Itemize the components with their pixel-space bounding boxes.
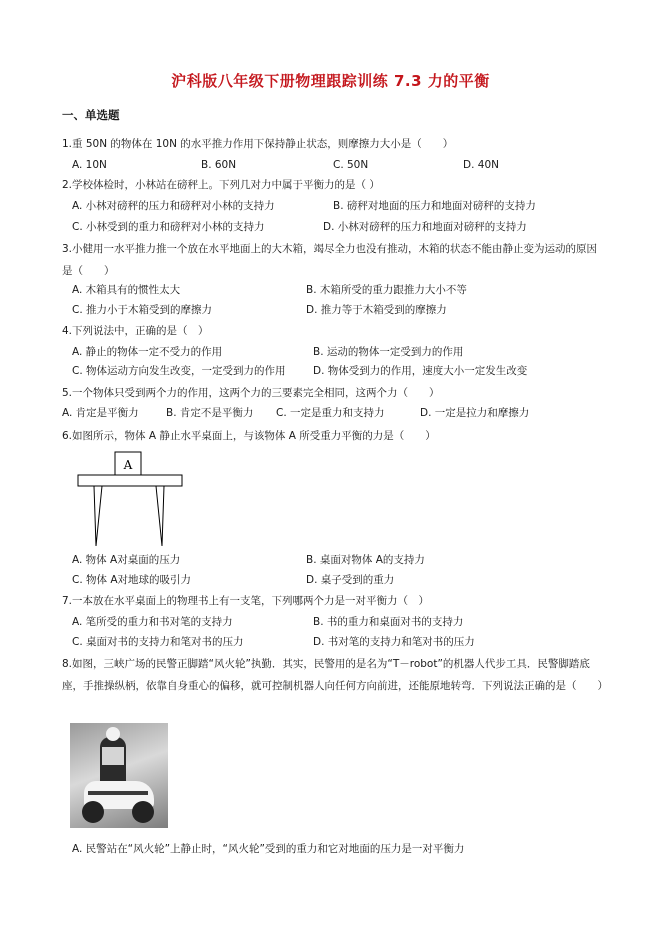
page-title: 沪科版八年级下册物理跟踪训练 7.3 力的平衡 <box>171 72 490 90</box>
question-6-stem: 6.如图所示，物体 A 静止水平桌面上，与该物体 A 所受重力平衡的力是（ ） <box>62 430 436 442</box>
q5-option-c: C. 一定是重力和支持力 <box>276 407 385 419</box>
q1-option-d: D. 40N <box>463 159 499 171</box>
q4-option-a: A. 静止的物体一定不受力的作用 <box>72 346 223 358</box>
object-a-label: A <box>123 458 133 472</box>
question-2-stem: 2.学校体检时，小林站在磅秤上。下列几对力中属于平衡力的是（ ） <box>62 179 380 191</box>
q5-option-a: A. 肯定是平衡力 <box>62 407 139 419</box>
q4-option-d: D. 物体受到力的作用，速度大小一定发生改变 <box>313 365 528 377</box>
q4-option-c: C. 物体运动方向发生改变，一定受到力的作用 <box>72 365 286 377</box>
q4-option-b: B. 运动的物体一定受到力的作用 <box>313 346 464 358</box>
table-leg-left <box>94 486 102 546</box>
question-5-stem: 5.一个物体只受到两个力的作用，这两个力的三要素完全相同，这两个力（ ） <box>62 387 440 399</box>
question-1-stem: 1.重 50N 的物体在 10N 的水平推力作用下保持静止状态，则摩擦力大小是（ ） <box>62 138 454 150</box>
q6-option-d: D. 桌子受到的重力 <box>306 574 395 586</box>
q3-option-d: D. 推力等于木箱受到的摩擦力 <box>306 304 447 316</box>
q1-option-b: B. 60N <box>201 159 237 171</box>
question-8-stem: 8.如图，三峡广场的民警正脚踏“风火轮”执勤．其实，民警用的是名为“T－robot”的机器人代步工具．民警脚踏底座，手推操纵柄，依靠自身重心的偏移，就可控制机器人向任何方向前进，还能原地转弯．下列说法正确的是（ ） <box>62 658 608 692</box>
q3-option-a: A. 木箱具有的惯性太大 <box>72 284 181 296</box>
section-heading: 一、单选题 <box>62 108 120 122</box>
question-7-stem: 7.一本放在水平桌面上的物理书上有一支笔，下列哪两个力是一对平衡力（ ） <box>62 595 430 607</box>
q2-option-c: C. 小林受到的重力和磅秤对小林的支持力 <box>72 221 265 233</box>
q5-option-b: B. 肯定不是平衡力 <box>166 407 254 419</box>
q7-option-d: D. 书对笔的支持力和笔对书的压力 <box>313 636 475 648</box>
q3-option-c: C. 推力小于木箱受到的摩擦力 <box>72 304 213 316</box>
q5-option-d: D. 一定是拉力和摩擦力 <box>420 407 530 419</box>
q7-option-b: B. 书的重力和桌面对书的支持力 <box>313 616 464 628</box>
q6-option-b: B. 桌面对物体 A的支持力 <box>306 554 425 566</box>
q7-option-a: A. 笔所受的重力和书对笔的支持力 <box>72 616 233 628</box>
q6-option-a: A. 物体 A对桌面的压力 <box>72 554 181 566</box>
q1-option-c: C. 50N <box>333 159 369 171</box>
question-3-stem: 3.小健用一水平推力推一个放在水平地面上的大木箱，竭尽全力也没有推动，木箱的状态不能由静止变为运动的原因是（ ） <box>62 243 598 277</box>
q7-option-c: C. 桌面对书的支持力和笔对书的压力 <box>72 636 244 648</box>
q8-option-a: A. 民警站在“风火轮”上静止时，“风火轮”受到的重力和它对地面的压力是一对平衡力 <box>72 843 465 855</box>
question-4-stem: 4.下列说法中，正确的是（ ） <box>62 325 209 337</box>
q6-option-c: C. 物体 A对地球的吸引力 <box>72 574 192 586</box>
q1-option-a: A. 10N <box>72 159 107 171</box>
table-figure <box>74 450 184 550</box>
q3-option-b: B. 木箱所受的重力跟推力大小不等 <box>306 284 467 296</box>
table-top <box>78 475 182 486</box>
q2-option-d: D. 小林对磅秤的压力和地面对磅秤的支持力 <box>323 221 527 233</box>
q2-option-a: A. 小林对磅秤的压力和磅秤对小林的支持力 <box>72 200 275 212</box>
police-robot-photo <box>70 723 168 828</box>
table-leg-right <box>156 486 164 546</box>
q2-option-b: B. 磅秤对地面的压力和地面对磅秤的支持力 <box>333 200 536 212</box>
